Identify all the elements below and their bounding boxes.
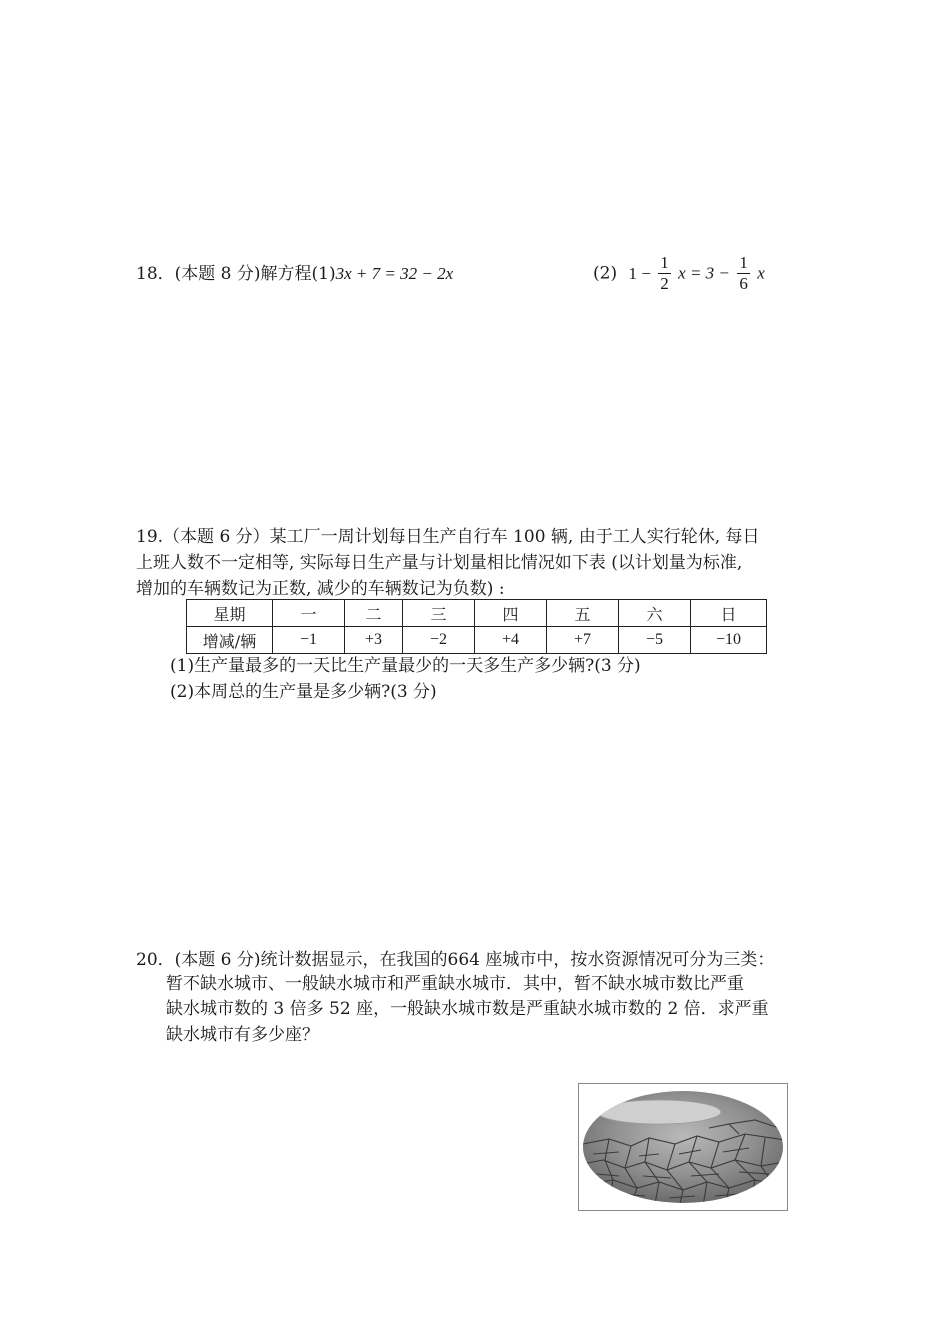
table-cell: −1 [273,627,345,654]
fraction-numerator: 1 [739,253,748,272]
q19-line-1: 19.（本题 6 分）某工厂一周计划每日生产自行车 100 辆, 由于工人实行轮休, 每日 [136,527,760,547]
table-cell: 三 [403,600,475,627]
table-cell: 二 [345,600,403,627]
q19-table-wrapper [186,599,767,654]
table-row-change [187,627,767,654]
q18-eq2-fraction-1 [658,253,671,294]
q18-eq2-post: x [757,263,765,283]
table-cell: +7 [547,627,619,654]
fraction-denominator: 2 [660,274,669,293]
q18-eq2-fraction-2 [737,253,750,294]
table-cell: 六 [619,600,691,627]
q19-sub-question-2: (2)本周总的生产量是多少辆?(3 分) [170,682,437,702]
fraction-numerator: 1 [660,253,669,272]
table-row-weekday [187,600,767,627]
q19-line-2: 上班人数不一定相等, 实际每日生产量与计划量相比情况如下表 (以计划量为标准, [136,553,743,573]
table-cell: 五 [547,600,619,627]
table-cell: 日 [691,600,767,627]
table-cell: −2 [403,627,475,654]
q20-line-1: 20．(本题 6 分)统计数据显示，在我国的664 座城市中，按水资源情况可分为三类： [136,950,775,970]
q18-equation-1: 3x + 7 = 32 − 2x [335,264,454,283]
q18-part2 [593,253,765,294]
q20-line-3: 缺水城市数的 3 倍多 52 座，一般缺水城市数是严重缺水城市数的 2 倍．求严重 [166,999,769,1019]
q18-eq2-mid: x = 3 − [678,263,730,283]
table-cell: −10 [691,627,767,654]
table-cell: +4 [475,627,547,654]
table-cell: 星期 [187,600,273,627]
q19-sub-question-1: (1)生产量最多的一天比生产量最少的一天多生产多少辆?(3 分) [170,656,641,676]
q20-line-2: 暂不缺水城市、一般缺水城市和严重缺水城市．其中，暂不缺水城市数比严重 [166,974,744,994]
q18-label: 18．(本题 8 分)解方程(1) [136,264,336,284]
table-cell: 四 [475,600,547,627]
cracked-earth-image [578,1083,788,1211]
q18-eq2-pre: 1 − [628,263,651,283]
table-cell: 增减/辆 [187,627,273,654]
q20-line-4: 缺水城市有多少座？ [166,1025,319,1045]
fraction-denominator: 6 [739,274,748,293]
table-cell: +3 [345,627,403,654]
table-cell: 一 [273,600,345,627]
q18-part2-label: (2) [593,263,618,284]
table-cell: −5 [619,627,691,654]
q18-line [136,261,453,287]
cracked-earth-illustration [579,1084,787,1210]
q19-table [186,599,767,654]
q19-line-3: 增加的车辆数记为正数, 减少的车辆数记为负数) : [136,579,505,599]
